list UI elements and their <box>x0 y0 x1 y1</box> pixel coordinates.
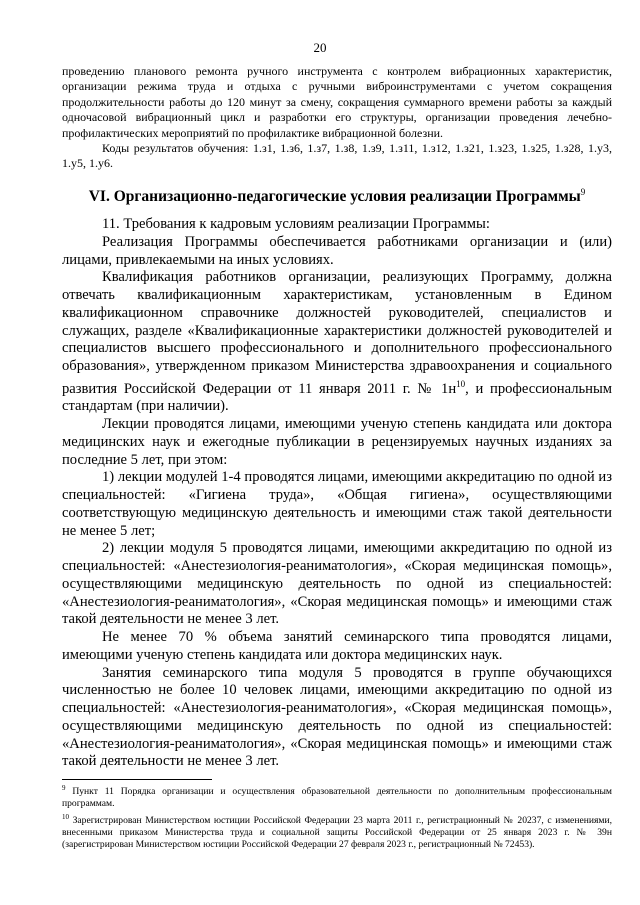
footnote-9 <box>62 782 612 811</box>
learning-codes: Коды результатов обучения: 1.з1, 1.з6, 1.з7, 1.з8, 1.з9, 1.з11, 1.з12, 1.з21, 1.з23, 1.з25, 1.з28, 1.у3, 1.у5, 1.у6. <box>62 141 612 171</box>
paragraph-implementation: Реализация Программы обеспечивается работниками организации и (или) лицами, привлекаемыми на иных условиях. <box>62 233 612 268</box>
intro-paragraph: проведению планового ремонта ручного инструмента с контролем вибрационных характеристик, организации режима труда и отдыха с ручными виброинструментами с учетом сокращения продолжительности работы до 120 минут за смену, сокращения суммарного времени работы за каждый одночасовой вибрационный цикл и разработки его структуры, организации проведения лечебно-профилактических мероприятий по профилактике вибрационной болезни. <box>62 64 612 140</box>
footnote-text: Зарегистрирован Министерством юстиции Российской Федерации 23 марта 2011 г., регистрационный № 20237, с изменениями, внесенными приказом Министерства труда и социальной защиты Российской Федерации от 25 января 2023 г. № 39н (зарегистрирован Министерством юстиции Российской Федерации 27 февраля 2023 г., регистрационный № 72453). <box>62 814 612 851</box>
footnote-10 <box>62 811 612 852</box>
footnote-ref-9: 9 <box>580 186 586 197</box>
paragraph-lectures: Лекции проводятся лицами, имеющими ученую степень кандидата или доктора медицинских наук и ежегодные публикации в рецензируемых научных изданиях за последние 5 лет, при этом: <box>62 416 612 468</box>
page-content <box>62 64 612 771</box>
paragraph-seminars-module-5: Занятия семинарского типа модуля 5 проводятся в группе обучающихся численностью не более 10 человек лицами, имеющими аккредитацию по одной из специальностей: «Анестезиология-реаниматология», «Скорая медицинская помощь», осуществляющими медицинскую деятельность по одной из специальностей: «Анестезиология-реаниматология», «Скорая медицинская помощь» и имеющими стаж такой деятельности не менее 3 лет. <box>62 664 612 770</box>
footnote-separator <box>62 779 212 780</box>
footnote-mark: 10 <box>62 812 69 821</box>
qualification-text: Квалификация работников организации, реализующих Программу, должна отвечать квалификационным характеристикам, установленным в Едином квалификационном справочнике должностей руководителей, специалистов и служащих, разделе «Квалификационные характеристики должностей руководителей и специалистов высшего профессионального и дополнительного профессионального образования», утвержденном приказом Министерства здравоохранения и социального развития Российской Федерации от 11 января 2011 г. № 1н <box>62 269 612 397</box>
paragraph-seminars-share: Не менее 70 % объема занятий семинарского типа проводятся лицами, имеющими ученую степень кандидата или доктора медицинских наук. <box>62 629 612 663</box>
paragraph-qualification <box>62 269 612 416</box>
section-heading <box>62 187 612 206</box>
footnote-mark: 9 <box>62 784 66 792</box>
paragraph-lectures-modules-1-4: 1) лекции модулей 1-4 проводятся лицами, имеющими аккредитацию по одной из специальностей: «Гигиена труда», «Общая гигиена», осуществляющими соответствующую медицинскую деятельность и имеющими стаж такой деятельности не менее 5 лет; <box>62 469 612 539</box>
qualification-text-end: , и профессиональным стандартам (при наличии). <box>62 380 612 415</box>
footnote-text: Пункт 11 Порядка организации и осуществления образовательной деятельности по дополнительным профессиональным программам. <box>62 786 612 810</box>
intro-block <box>62 64 612 172</box>
footnote-ref-10: 10 <box>456 378 466 389</box>
section-body <box>62 216 612 771</box>
page-number: 20 <box>313 40 327 55</box>
paragraph-lectures-module-5: 2) лекции модуля 5 проводятся лицами, имеющими аккредитацию по одной из специальностей: «Анестезиология-реаниматология», «Скорая медицинская помощь», осуществляющими медицинскую деятельность по одной из специальностей: «Анестезиология-реаниматология», «Скорая медицинская помощь» и имеющими стаж такой деятельности не менее 3 лет. <box>62 540 612 628</box>
paragraph-staff-requirements: 11. Требования к кадровым условиям реализации Программы: <box>102 216 490 232</box>
footnotes <box>62 782 612 851</box>
section-title: VI. Организационно-педагогические условия реализации Программы <box>88 188 581 205</box>
